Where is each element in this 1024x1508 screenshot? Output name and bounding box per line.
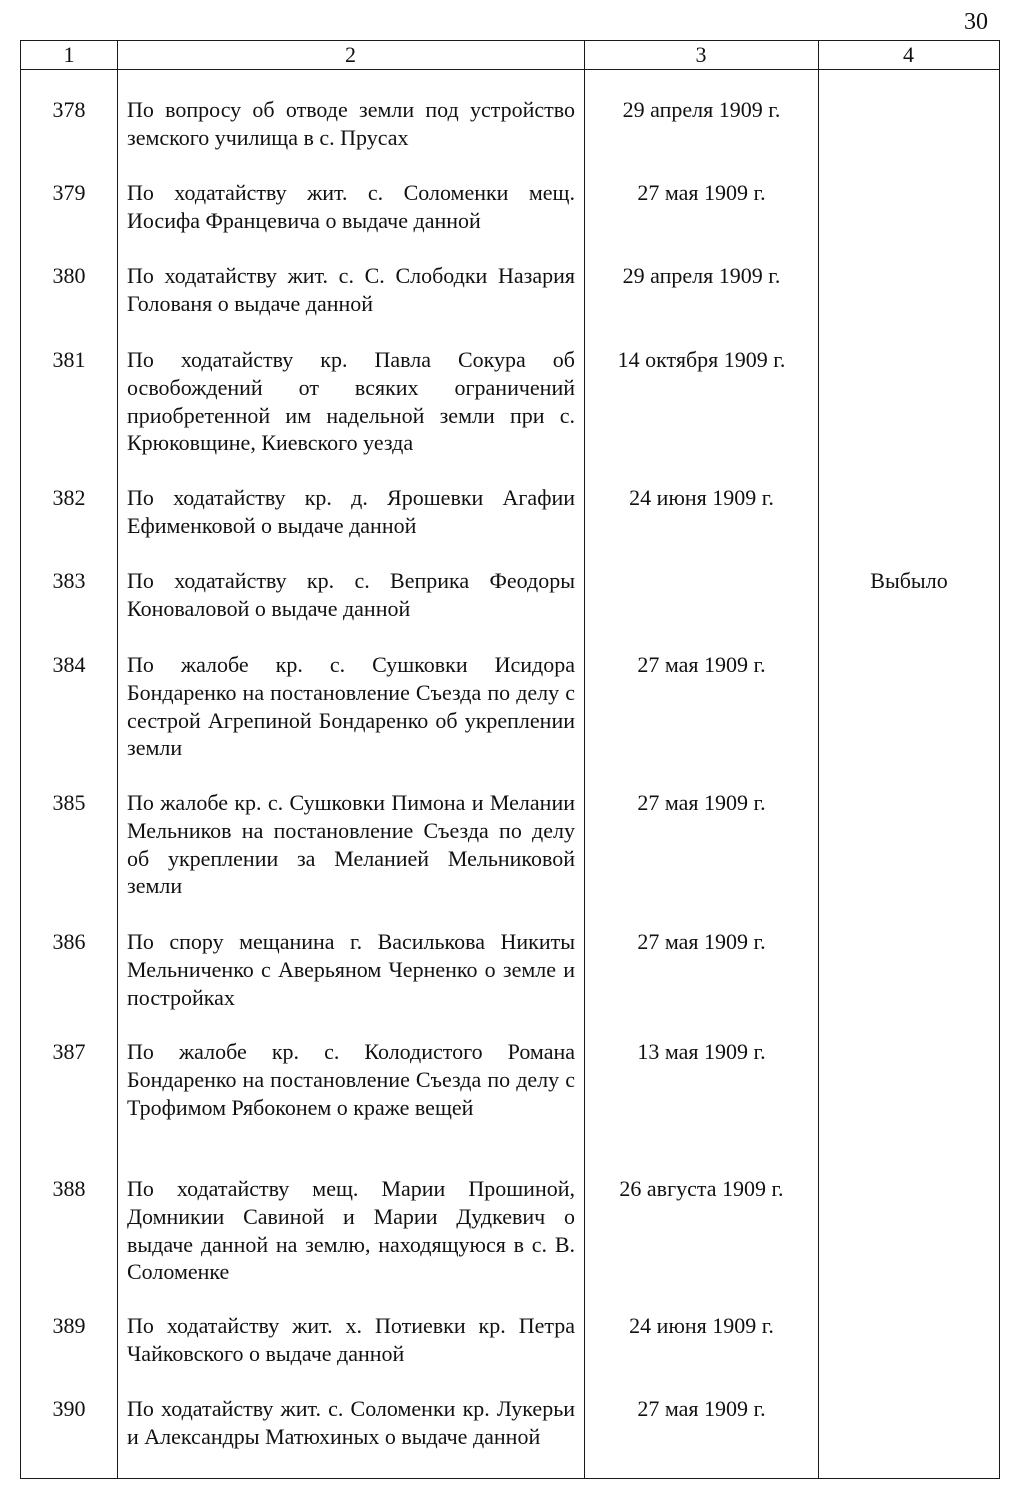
row-description: По ходатайству мещ. Марии Прошиной, Домникии Савиной и Марии Дудкевич о выдаче данной на землю, находящуюся в с. В. Соломенке <box>127 1176 575 1285</box>
row-description: По ходатайству кр. с. Веприка Феодоры Коноваловой о выдаче данной <box>127 568 575 621</box>
row-number: 378 <box>52 97 86 122</box>
row-date: 13 мая 1909 г. <box>637 1039 766 1064</box>
page-number: 30 <box>964 9 988 35</box>
column-header-2: 2 <box>345 42 356 67</box>
row-number: 386 <box>52 929 86 954</box>
row-description: По ходатайству жит. с. Соломенки мещ. Иосифа Францевича о выдаче данной <box>127 180 575 233</box>
row-description: По ходатайству жит. с. Соломенки кр. Лукерьи и Александры Матюхиных о выдаче данной <box>127 1396 575 1449</box>
column-header-1: 1 <box>63 42 75 67</box>
row-number: 383 <box>52 568 86 593</box>
row-number: 381 <box>52 347 86 372</box>
row-description: По жалобе кр. с. Сушковки Исидора Бондаренко на постановление Съезда по делу с сестрой Агрепиной Бондаренко об укреплении земли <box>127 652 575 761</box>
row-date: 24 июня 1909 г. <box>629 1313 774 1338</box>
column-divider <box>584 41 585 1478</box>
row-date: 27 мая 1909 г. <box>637 1396 766 1421</box>
row-number: 379 <box>52 180 86 205</box>
row-number: 388 <box>52 1176 86 1201</box>
row-number: 387 <box>52 1039 86 1064</box>
row-number: 380 <box>52 263 86 288</box>
row-date: 27 мая 1909 г. <box>637 790 766 815</box>
row-date: 29 апреля 1909 г. <box>622 263 781 288</box>
row-description: По ходатайству жит. с. С. Слободки Назария Голованя о выдаче данной <box>127 263 575 316</box>
row-description: По спору мещанина г. Василькова Никиты Мельниченко с Аверьяном Черненко о земле и постройках <box>127 929 575 1010</box>
column-divider <box>818 41 819 1478</box>
row-number: 384 <box>52 652 86 677</box>
row-date: 26 августа 1909 г. <box>619 1176 784 1201</box>
row-description: По ходатайству жит. х. Потиевки кр. Петра Чайковского о выдаче данной <box>127 1313 575 1366</box>
row-number: 385 <box>52 790 86 815</box>
row-date: 27 мая 1909 г. <box>637 929 766 954</box>
column-divider <box>117 41 118 1478</box>
row-description: По ходатайству кр. Павла Сокура об освобождений от всяких ограничений приобретенной им надельной земли при с. Крюковщине, Киевского уезда <box>127 347 575 456</box>
row-description: По жалобе кр. с. Колодистого Романа Бондаренко на постановление Съезда по делу с Трофимом Рябоконем о краже вещей <box>127 1039 575 1120</box>
row-number: 382 <box>52 485 86 510</box>
column-header-3: 3 <box>695 42 707 67</box>
row-note: Выбыло <box>870 568 948 593</box>
row-description: По жалобе кр. с. Сушковки Пимона и Мелании Мельников на постановление Съезда по делу об укреплении за Меланией Мельниковой земли <box>127 790 575 899</box>
register-table <box>20 40 1000 1479</box>
row-date: 24 июня 1909 г. <box>629 485 774 510</box>
row-date: 14 октября 1909 г. <box>617 347 786 372</box>
row-description: По вопросу об отводе земли под устройство земского училища в с. Прусах <box>127 97 575 150</box>
table-header <box>21 41 999 70</box>
row-number: 390 <box>52 1396 86 1421</box>
row-number: 389 <box>52 1313 86 1338</box>
row-description: По ходатайству кр. д. Ярошевки Агафии Ефименковой о выдаче данной <box>127 485 575 538</box>
column-header-4: 4 <box>903 42 914 67</box>
row-date: 27 мая 1909 г. <box>637 652 766 677</box>
row-date: 29 апреля 1909 г. <box>622 97 781 122</box>
row-date: 27 мая 1909 г. <box>637 180 766 205</box>
